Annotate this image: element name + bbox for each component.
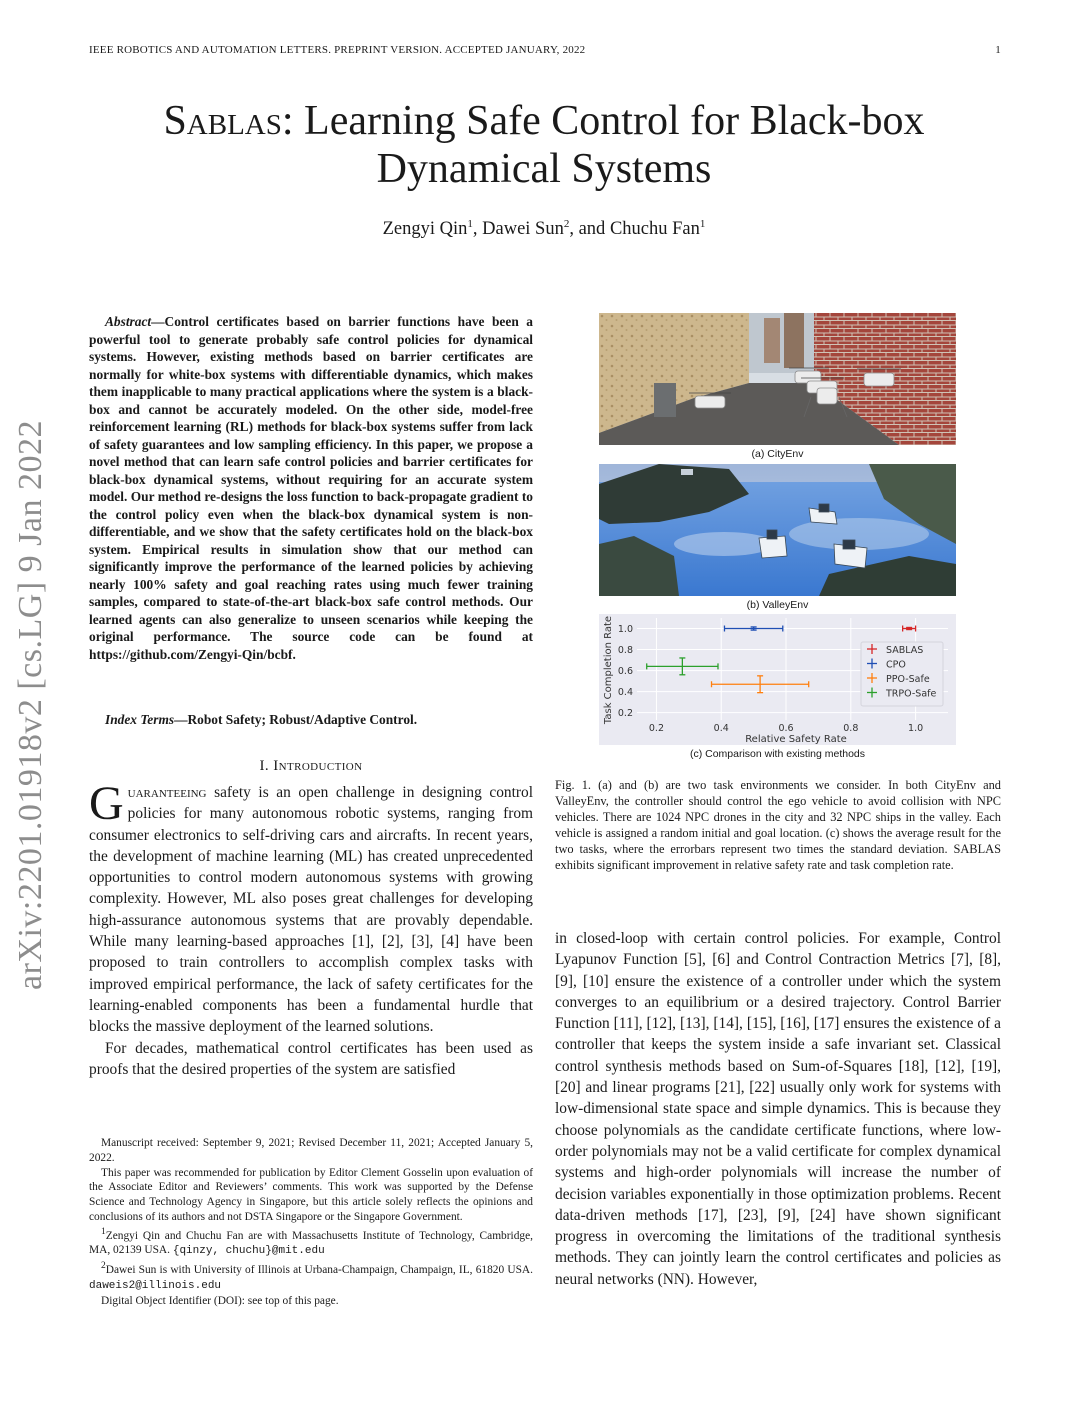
author-3-affil: 1 bbox=[699, 218, 706, 230]
title-line2: Dynamical Systems bbox=[376, 146, 712, 192]
journal-name: IEEE ROBOTICS AND AUTOMATION LETTERS. PREPRINT VERSION. ACCEPTED JANUARY, 2022 bbox=[89, 44, 586, 56]
abstract-label: Abstract bbox=[105, 314, 152, 329]
footnote-2-text: Dawei Sun is with University of Illinois at Urbana-Champaign, Champaign, IL, 61820 USA. bbox=[105, 1263, 533, 1276]
y-tick-label: 1.0 bbox=[617, 624, 633, 636]
section-number: I. bbox=[259, 758, 274, 774]
legend-label: PPO-Safe bbox=[886, 674, 930, 685]
figure-1-caption: Fig. 1. (a) and (b) are two task environments we consider. In both CityEnv and ValleyEnv, the controller should control the ego vehicle to avoid collision with NPC vehicles. There are 1024 NPC drones in the city and 32 NPC ships in the valley. Each vehicle is assigned a random initial and goal location. (c) shows the average result for the two tasks, where the errorbars represent two times the standard deviation. SABLAS exhibits significant improvement in relative safety rate and task completion rate. bbox=[555, 778, 1001, 872]
author-sep-2: , and bbox=[569, 219, 610, 240]
footnote-recommended: This paper was recommended for publication by Editor Clement Gosselin upon evaluation of the Associate Editor and Reviewers’ comments. This work was supported by the Defense Science and Technology Agency in Singapore, but this article solely reflects the opinions and conclusions of its authors and not DSTA Singapore or the Singapore Government. bbox=[89, 1166, 533, 1223]
section-heading bbox=[89, 758, 533, 775]
author-1: Zengyi Qin bbox=[382, 219, 468, 240]
footnote-1-email: {qinzy, chuchu}@mit.edu bbox=[172, 1245, 325, 1258]
author-2: Dawei Sun bbox=[482, 219, 564, 240]
abstract-text: —Control certificates based on barrier functions have been a powerful tool to generate probably safe control policies for dynamical systems. However, existing methods based on barrier certificates are normally for white-box systems with differentiable dynamics, which makes them inapplicable to many practical applications where the system is a black-box and cannot be accurately modeled. On the other side, model-free reinforcement learning (RL) methods for black-box systems suffer from lack of safety guarantees and low sampling efficiency. In this paper, we propose a novel method that can learn safe control policies and barrier certificates for black-box dynamical systems, without requiring for an accurate system model. Our method re-designs the loss function to back-propagate gradient to the control policy even when the black-box dynamical system is non-differentiable, and we show that the safety certificates hold on the black-box system. Empirical results in simulation show that our method can significantly improve the performance of the learned policies by achieving nearly 100% safety and goal reaching rates using much fewer training samples, compared to state-of-the-art black-box safe control methods. Our learned agents can also generalize to unseen scenarios while keeping the original performance. The source code can be found at https://github.com/Zengyi-Qin/bcbf. bbox=[89, 314, 533, 662]
x-tick-label: 0.2 bbox=[648, 723, 664, 734]
author-list bbox=[60, 218, 1028, 240]
x-tick-label: 0.8 bbox=[843, 723, 859, 734]
x-tick-label: 0.6 bbox=[778, 723, 794, 734]
paper-title bbox=[60, 97, 1028, 193]
arxiv-stamp: arXiv:2201.01918v2 [cs.LG] 9 Jan 2022 bbox=[12, 420, 49, 990]
footnote-doi: Digital Object Identifier (DOI): see top of this page. bbox=[101, 1294, 339, 1307]
intro-para1-text: safety is an open challenge in designing control policies for many autonomous robotic systems, ranging from consumer electronics to self-driving cars and aircrafts. In recent years, the development of machine learning (ML) has created unprecedented opportunities to control modern autonomous systems with growing complexity. However, ML also poses great challenges for developing high-assurance autonomous systems that are provably dependable. While many learning-based approaches [1], [2], [3], [4] have been proposed to train controllers to accomplish complex tasks with improved empirical performance, the lack of safety certificates for the learning-enabled components has been a fundamental hurdle that blocks the massive deployment of the learned solutions. bbox=[89, 784, 533, 1036]
legend-label: TRPO-Safe bbox=[886, 688, 937, 700]
footnote-2-marker: 2 bbox=[101, 1261, 106, 1272]
footnotes bbox=[89, 1136, 533, 1308]
intro-column-left bbox=[89, 777, 533, 1080]
y-tick-label: 0.8 bbox=[617, 645, 633, 657]
author-sep-1: , bbox=[472, 219, 483, 240]
author-3: Chuchu Fan bbox=[609, 219, 700, 240]
footnote-2-email: daweis2@illinois.edu bbox=[89, 1279, 222, 1292]
cityenv-image bbox=[599, 313, 956, 445]
x-tick-label: 1.0 bbox=[908, 723, 924, 734]
intro-column-right: in closed-loop with certain control policies. For example, Control Lyapunov Function [5], [6] and Control Contraction Metrics [7], [8], [9], [10] ensure the existence of a controller under which the system converges to an equilibrium or a desired trajectory. Control Barrier Function [11], [12], [13], [14], [15], [16], [17] ensures the existence of a controller that keeps the system inside a safe invariant set. Classical control synthesis methods based on Sum-of-Squares [18], [12], [19], [20] and linear programs [21], [22] usually only work for systems with low-dimensional state space and simple dynamics. This is because they choose polynomials as the candidate certificate functions, where low-order polynomials may not be a valid certificate for complex dynamical systems and high-order polynomials will increase the number of decision variables exponentially in those optimization problems. Recent data-driven methods [17], [23], [9], [24] have shown significant progress in overcoming the limitations of the traditional synthesis methods. They can jointly learn the control certificates and policies as neural networks (NN). However, bbox=[555, 930, 1001, 1288]
abstract bbox=[89, 313, 533, 663]
title-method-name: Sablas bbox=[163, 98, 282, 144]
footnote-1-text: Zengyi Qin and Chuchu Fan are with Massachusetts Institute of Technology, Cambridge, MA, 02139 USA. bbox=[89, 1229, 533, 1257]
subfigure-b-caption: (b) ValleyEnv bbox=[746, 599, 809, 611]
y-tick-label: 0.6 bbox=[617, 666, 633, 678]
x-tick-label: 0.4 bbox=[713, 723, 729, 734]
legend-label: CPO bbox=[886, 659, 906, 671]
footnote-received: Manuscript received: September 9, 2021; Revised December 11, 2021; Accepted January 5, 2022. bbox=[89, 1137, 533, 1164]
author-2-affil: 2 bbox=[563, 218, 570, 230]
intro-lead-word: uaranteeing bbox=[127, 784, 207, 801]
footnote-affiliation-1 bbox=[89, 1225, 533, 1259]
legend-label: SABLAS bbox=[886, 645, 924, 656]
title-line1: : Learning Safe Control for Black-box bbox=[281, 98, 925, 144]
subfigure-c-caption: (c) Comparison with existing methods bbox=[689, 748, 866, 760]
intro-paragraph-2: For decades, mathematical control certificates has been used as proofs that the desired properties of the system are satisfied bbox=[89, 1039, 533, 1078]
footnote-affiliation-2 bbox=[89, 1259, 533, 1293]
comparison-chart bbox=[599, 614, 956, 745]
y-tick-label: 0.4 bbox=[617, 687, 633, 699]
y-axis-label: Task Completion Rate bbox=[603, 615, 614, 725]
page-number: 1 bbox=[995, 44, 1001, 56]
index-terms-label: Index Terms bbox=[105, 712, 175, 727]
subfigure-a-caption: (a) CityEnv bbox=[751, 448, 804, 460]
section-title: Introduction bbox=[273, 758, 363, 774]
index-terms-text: —Robot Safety; Robust/Adaptive Control. bbox=[174, 712, 418, 727]
author-1-affil: 1 bbox=[467, 218, 473, 230]
x-axis-label: Relative Safety Rate bbox=[745, 734, 847, 745]
valleyenv-image bbox=[599, 464, 956, 596]
y-tick-label: 0.2 bbox=[617, 708, 633, 720]
drop-cap: G bbox=[89, 777, 124, 830]
running-header bbox=[89, 44, 1001, 56]
index-terms bbox=[89, 712, 533, 728]
intro-paragraph-1 bbox=[89, 777, 533, 1038]
footnote-1-marker: 1 bbox=[101, 1226, 106, 1237]
